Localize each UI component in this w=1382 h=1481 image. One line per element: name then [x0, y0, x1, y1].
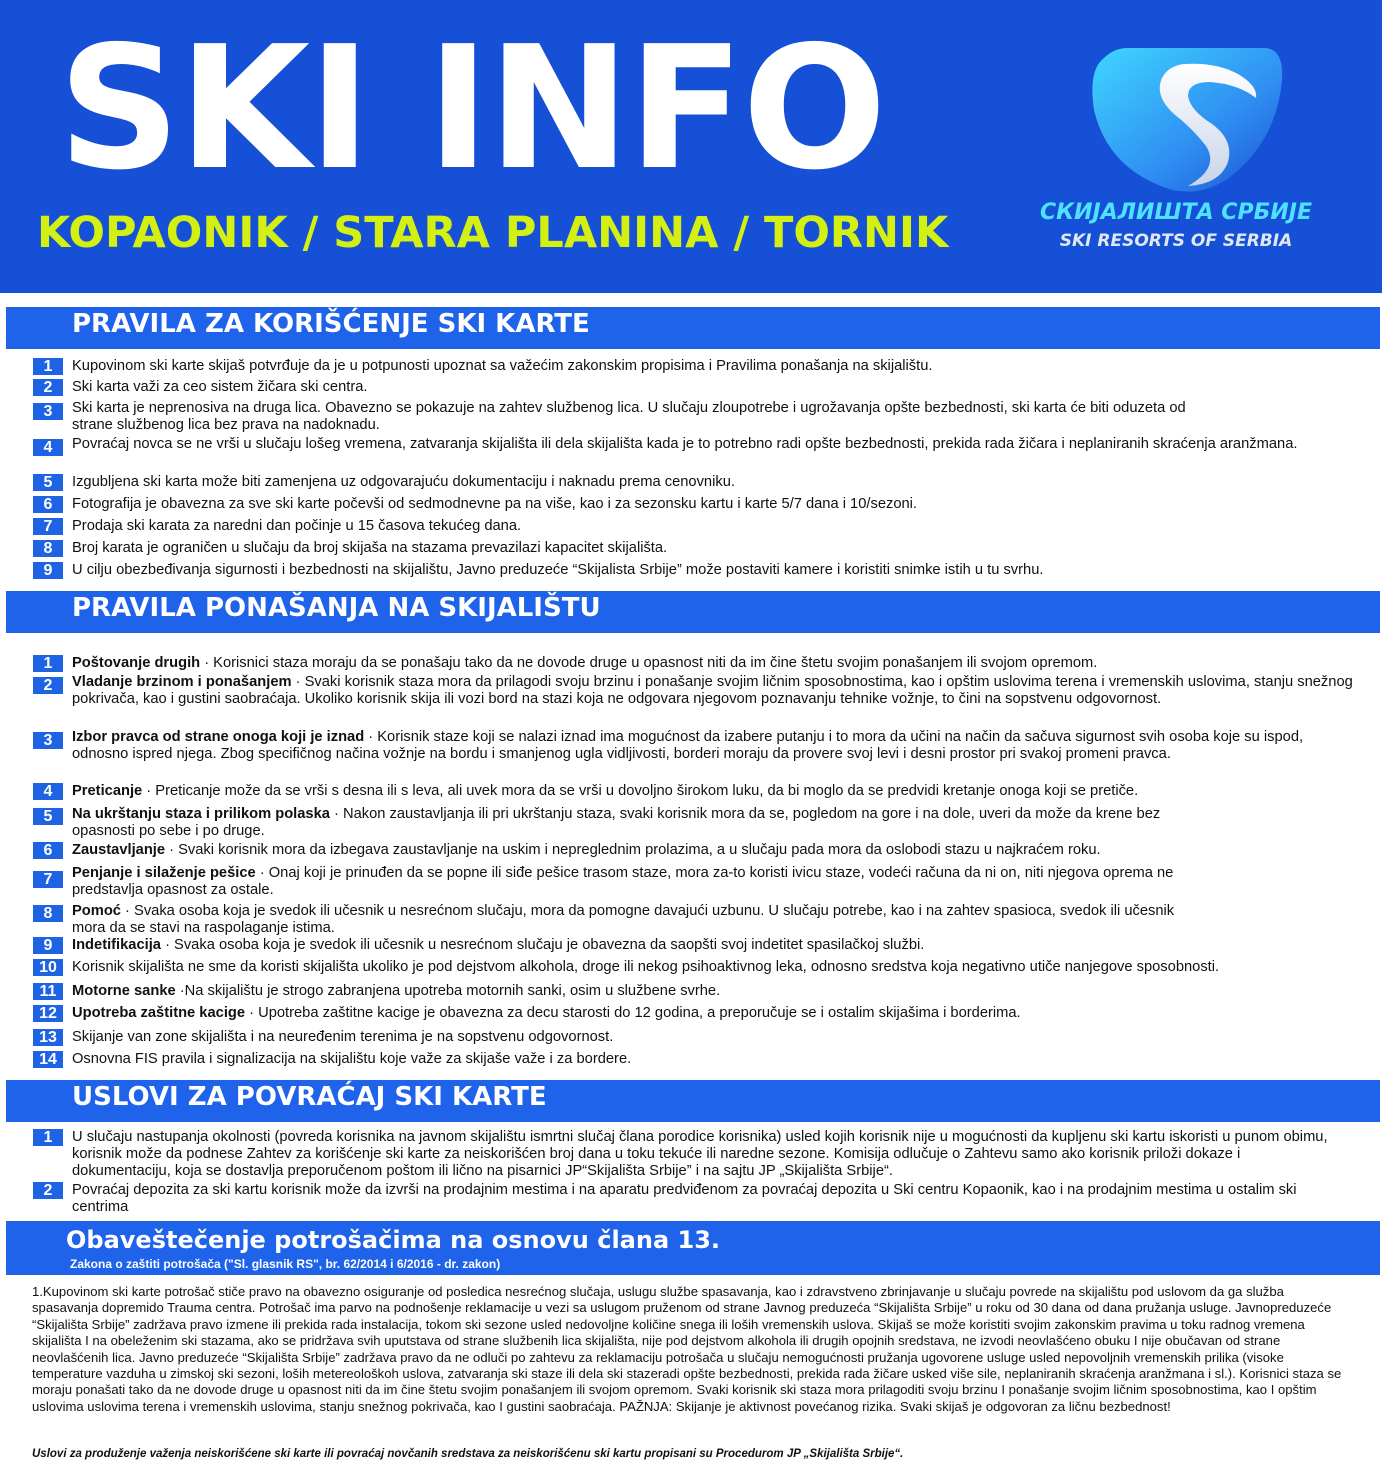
item-number: 4	[33, 783, 63, 800]
item-number: 13	[33, 1029, 63, 1046]
item-heading: Izbor pravca od strane onoga koji je iznad	[72, 729, 365, 745]
item-heading: Upotreba zaštitne kacige	[72, 1005, 246, 1021]
item-number: 8	[33, 540, 63, 557]
item-text: Prodaja ski karata za naredni dan počinje u 15 časova tekućeg dana.	[72, 518, 522, 534]
item-number: 1	[33, 358, 63, 375]
item-number: 1	[33, 1129, 63, 1146]
item-number: 14	[33, 1051, 63, 1068]
page-title: SKI INFO	[58, 10, 885, 208]
notice-title: Obaveštečenje potrošačima na osnovu člana 13.	[66, 1226, 721, 1254]
item-heading: Zaustavljanje	[72, 842, 166, 858]
item-text: U slučaju nastupanja okolnosti (povreda korisnika na javnom skijalištu ismrtni slučaj člana porodice korisnika) usled kojih korisnik nije u mogućnosti da kupljenu ski kartu iskoristi u punom obimu, korisnik može da podnese Zahtev za korišćenje ski karte za neiskorišćen broj dana u toku tekuće ili naredne sezone. Komisija odlučuje o Zahtevu samo ako korisnik priloži dokaze i dokumentaciju, koja se dostavlja preporučenom poštom ili lično na pisarnici JP“Skijališta Srbije” i na sajtu JP „Skijališta Srbije“.	[72, 1129, 1328, 1179]
item-text: Izgubljena ski karta može biti zamenjena uz odgovarajuću dokumentaciju i naknadu prema cenovniku.	[72, 474, 735, 490]
item-text: Ski karta važi za ceo sistem žičara ski centra.	[72, 379, 368, 395]
item-number: 3	[33, 403, 63, 420]
item-number: 12	[33, 1005, 63, 1022]
item-text: Povraćaj novca se ne vrši u slučaju lošeg vremena, zatvaranja skijališta ili dela skijališta kada je to potrebno radi opšte bezbednosti, prekida rada žičara i neplaniranih skraćenja aranžmana.	[72, 436, 1298, 452]
item-number: 3	[33, 732, 63, 749]
item-number: 2	[33, 677, 63, 694]
section-bar-conduct-rules	[6, 591, 1380, 633]
item-heading: Poštovanje drugih	[72, 655, 201, 671]
item-number: 5	[33, 474, 63, 491]
item-text: Fotografija je obavezna za sve ski karte počevši od sedmodnevne pa na više, kao i za sezonsku kartu i karte 5/7 dana i 10/sezoni.	[72, 496, 918, 512]
item-text: Indetifikacija · Svaka osoba koja je svedok ili učesnik u nesrećnom slučaju je obavezna da saopšti svoj indetitet spasilačkoj službi.	[72, 937, 925, 953]
section-title: PRAVILA ZA KORIŠĆENJE SKI KARTE	[72, 309, 590, 339]
item-number: 6	[33, 496, 63, 513]
item-heading: Preticanje	[72, 783, 143, 799]
item-text: U cilju obezbeđivanja sigurnosti i bezbednosti na skijalištu, Javno preduzeće “Skijalista Srbije” može postaviti kamere i koristiti snimke istih u tu svrhu.	[72, 562, 1044, 578]
header-banner	[0, 0, 1382, 293]
section-bar-ticket-rules	[6, 307, 1380, 349]
item-heading: Na ukrštanju staza i prilikom polaska	[72, 806, 330, 822]
section-title: PRAVILA PONAŠANJA NA SKIJALIŠTU	[72, 593, 601, 623]
consumer-notice-bar	[6, 1221, 1380, 1275]
brand-name-latin: SKI RESORTS OF SERBIA	[1059, 231, 1293, 251]
notice-subtitle: Zakona o zaštiti potrošača ("Sl. glasnik RS", br. 62/2014 i 6/2016 - dr. zakon)	[70, 1257, 501, 1271]
item-text: Povraćaj depozita za ski kartu korisnik može da izvrši na prodajnim mestima i na aparatu predviđenom za povraćaj depozita u Ski centru Kopaonik, kao i na prodajnim mestima u ostalim ski centrima	[72, 1182, 1297, 1215]
item-number: 4	[33, 439, 63, 456]
item-heading: Indetifikacija	[72, 937, 161, 953]
section-title: USLOVI ZA POVRAĆAJ SKI KARTE	[72, 1082, 547, 1112]
item-text: Upotreba zaštitne kacige · Upotreba zaštitne kacige je obavezna za decu starosti do 12 godina, a preporučuje se i ostalim skijašima i borderima.	[72, 1005, 1021, 1021]
item-text: Skijanje van zone skijališta i na neuređenim terenima je na sopstvenu odgovornost.	[72, 1029, 614, 1045]
item-text: Vladanje brzinom i ponašanjem · Svaki korisnik staza mora da prilagodi svoju brzinu i ponašanje svojim ličnim sposobnostima, kao i opštim uslovima terena i vremenskih uslovima, stanju snežnog pokrivača, kao i gustini saobraćaja. Ukoliko korisnik skija ili vozi bord na stazi koja ne odgovara njegovom poznavanju tehnike vožnje, to čini na sopstvenu odgovornost.	[72, 674, 1353, 707]
item-heading: Motorne sanke	[72, 983, 176, 999]
item-number: 9	[33, 937, 63, 954]
item-text: Motorne sanke ·Na skijalištu je strogo zabranjena upotreba motornih sanki, osim u službene svrhe.	[72, 983, 721, 999]
item-number: 8	[33, 905, 63, 922]
item-number: 2	[33, 379, 63, 396]
item-text: Pomoć · Svaka osoba koja je svedok ili učesnik u nesrećnom slučaju, mora da pomogne davajući uzbunu. U slučaju potrebe, kao i na zahtev spasioca, svedok ili učesnik mora da se stavi na raspolaganje istima.	[72, 903, 1175, 936]
item-text: Ski karta je neprenosiva na druga lica. Obavezno se pokazuje na zahtev službenog lica. U slučaju zloupotrebe i ugrožavanja opšte bezbednosti, ski karta će biti oduzeta od strane službenog lica bez prava na nadoknadu.	[72, 400, 1186, 433]
item-number: 10	[33, 959, 63, 976]
item-text: Zaustavljanje · Svaki korisnik mora da izbegava zaustavljanje na uskim i nepreglednim prolazima, a u slučaju pada mora da oslobodi stazu u najkraćem roku.	[72, 842, 1101, 858]
item-text: Na ukrštanju staza i prilikom polaska · Nakon zaustavljanja ili pri ukrštanju staza, svaki korisnik mora da se, pogledom na gore i na dole, uveri da može da krene bez opasnosti po sebe i po druge.	[72, 806, 1161, 839]
resorts-subtitle: KOPAONIK / STARA PLANINA / TORNIK	[37, 208, 949, 258]
notice-body-text: 1.Kupovinom ski karte potrošač stiče pravo na obavezno osiguranje od posledica nesrećnog slučaja, uslugu službe spasavanja, kao i zdravstveno zbrinjavanje u slučaju povrede na skijalištu pod uslovom da ga služba spasavanja dopremido Trauma centra. Potrošač ima parvo na podnošenje reklamacije u vezi sa uslugom pruženom od strane Javnog preduzeća “Skijališta Srbije” u roku od 30 dana od dana pružanja usluge. Javnopreduzeće “Skijališta Srbije” zadržava pravo izmene ili prekida rada instalacija, tokom ski sezone usled nedovoljne količine snega ili loših vremenskih uslova. Skijaš se može koristiti svojim zakonskim pravima u toku radnog vremena skijališta I na obeleženim ski stazama, ako se pridržava svih uputstava od strane službenih lica skijališta, nije pod dejstvom alkohola ili drugih opojnih sredstava, ne izvodi neovlašćeno obuku I nije obučavan od strane neovlašćenih lica. Javno preduzeće “Skijališta Srbije” zadržava pravo da ne odluči po zahtevu za reklamaciju potrošača u slučaju nemogućnosti pružanja ugovorene usluge usled nepovoljnih vremenskih prilika (visoke temperature vazduha u zimskoj ski sezoni, loših metereološkoh uslova, zatvaranja ski staze ili dela ski stazeradi opšte bezbednosti, prekida rada žičare usked više sile, neplaniranih skraćenja aranžmana i sl.). Korisnici staza se moraju ponašati tako da ne dovode druge u opasnost niti da im čine štetu svojim ponašanjem ili svojom opremom. Svaki korisnik ski staza mora prilagoditi svoju brzinu I ponašanje svojim ličnim sposobnostima, kao I opštim uslovima uslovima terena i vremenskih uslovima, stanju snežnog pokrivača, kao I gustini saobraćaja. PAŽNJA: Skijanje je aktivnost povećanog rizika. Svaki skijaš je odgovoran za ličnu bezbednost!	[32, 1284, 1342, 1414]
item-text: Osnovna FIS pravila i signalizacija na skijalištu koje važe za skijaše važe i za bordere.	[72, 1051, 632, 1067]
item-heading: Vladanje brzinom i ponašanjem	[72, 674, 292, 690]
item-number: 9	[33, 562, 63, 579]
ski-resorts-logo-icon	[1088, 40, 1284, 196]
item-number: 1	[33, 655, 63, 672]
item-number: 7	[33, 518, 63, 535]
item-text: Poštovanje drugih · Korisnici staza moraju da se ponašaju tako da ne dovode druge u opasnost niti da im čine štetu svojim ponašanjem ili svojom opremom.	[72, 655, 1098, 671]
item-number: 2	[33, 1182, 63, 1199]
item-number: 5	[33, 808, 63, 825]
item-number: 11	[33, 983, 63, 1000]
item-heading: Pomoć	[72, 903, 121, 919]
item-text: Korisnik skijališta ne sme da koristi skijališta ukoliko je pod dejstvom alkohola, droge ili nekog psihoaktivnog leka, odnosno sredstva koja negativno utiče nanjegove sposobnosti.	[72, 959, 1220, 975]
brand-name-cyrillic: СКИЈАЛИШТА СРБИЈЕ	[1040, 200, 1312, 225]
notice-footer-text: Uslovi za produženje važenja neiskorišćene ski karte ili povraćaj novčanih sredstava za neiskorišćenu ski kartu propisani su Procedurom JP „Skijališta Srbije“.	[32, 1448, 904, 1460]
item-heading: Penjanje i silaženje pešice	[72, 865, 256, 881]
item-text: Izbor pravca od strane onoga koji je iznad · Korisnik staze koji se nalazi iznad ima mogućnost da izabere putanju i to mora da učini na način da sačuva sigurnost svih osoba koje su ispod, odnosno ispred njega. Zbog specifičnog načina vožnje na bordu i smanjenog ugla vidljivosti, borderi moraju da provere svoj levi i desni prostor pri svakoj promeni pravca.	[72, 729, 1304, 762]
item-number: 6	[33, 842, 63, 859]
item-text: Broj karata je ograničen u slučaju da broj skijaša na stazama prevazilazi kapacitet skijališta.	[72, 540, 668, 556]
item-text: Kupovinom ski karte skijaš potvrđuje da je u potpunosti upoznat sa važećim zakonskim propisima i Pravilima ponašanja na skijalištu.	[72, 358, 933, 374]
item-text: Preticanje · Preticanje može da se vrši s desna ili s leva, ali uvek mora da se vrši u dovoljno širokom luku, da bi moglo da se predvidi kretanje onoga koji se pretiče.	[72, 783, 1139, 799]
item-text: Penjanje i silaženje pešice · Onaj koji je prinuđen da se popne ili siđe pešice trasom staze, mora za-to koristi ivicu staze, vodeći računa da ni on, niti njegova oprema ne predstavlja opasnost za ostale.	[72, 865, 1174, 898]
section-bar-refund-conditions	[6, 1080, 1380, 1122]
item-number: 7	[33, 871, 63, 888]
